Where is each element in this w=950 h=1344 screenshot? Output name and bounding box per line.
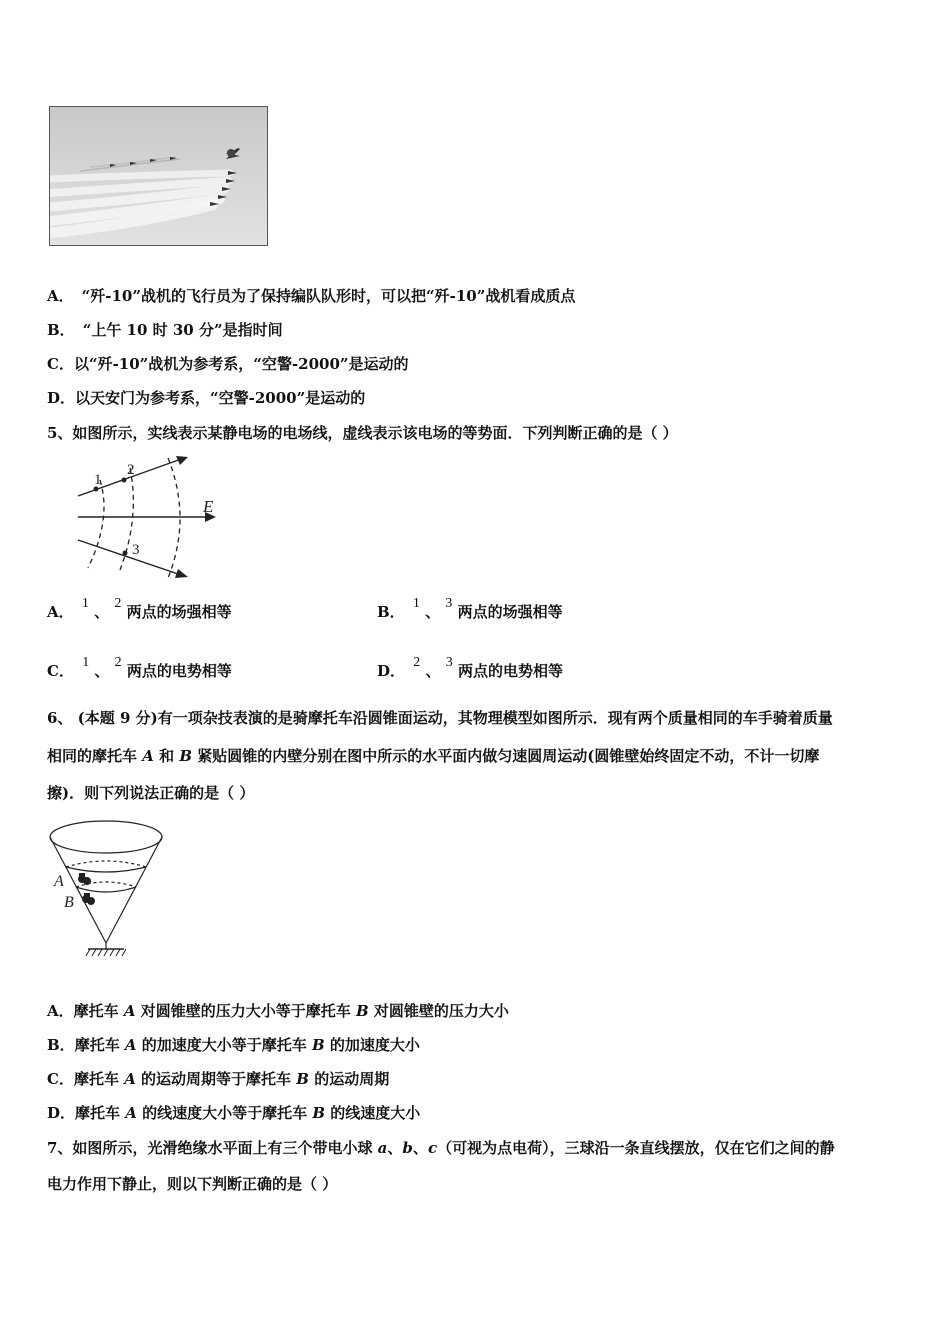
point-1-label: 1	[94, 472, 102, 488]
q5-option-b[interactable]: B． 1 、 3 两点的场强相等	[377, 596, 563, 621]
q7-stem-line2: 电力作用下静止，则以下判断正确的是（ ）	[47, 1175, 338, 1193]
q4-option-c[interactable]: C．以“歼-10”战机为参考系，“空警-2000”是运动的	[47, 355, 409, 373]
q6-stem-line2: 相同的摩托车 A 和 B 紧贴圆锥的内壁分别在图中所示的水平面内做匀速圆周运动(圆锥壁始终固定不动，不计一切摩	[47, 747, 820, 765]
cone-diagram	[46, 815, 176, 965]
rider-a-label: A	[54, 873, 64, 890]
q5-stem: 5、如图所示，实线表示某静电场的电场线，虚线表示该电场的等势面．下列判断正确的是（ ）	[47, 424, 678, 442]
electric-field-diagram	[70, 450, 230, 585]
q6-cone-figure	[46, 815, 176, 969]
point-3-label: 3	[132, 542, 140, 558]
q4-option-a[interactable]: A． “歼-10”战机的飞行员为了保持编队队形时，可以把“歼-10”战机看成质点	[47, 287, 576, 305]
rider-b-label: B	[64, 894, 74, 911]
q4-option-b[interactable]: B． “上午 10 时 30 分”是指时间	[47, 321, 283, 339]
q6-option-d[interactable]: D．摩托车 A 的线速度大小等于摩托车 B 的线速度大小	[47, 1104, 421, 1122]
q5-option-a[interactable]: A． 1 、 2 两点的场强相等	[47, 596, 232, 621]
q5-option-c[interactable]: C． 1 、 2 两点的电势相等	[47, 655, 232, 680]
q6-option-a[interactable]: A．摩托车 A 对圆锥壁的压力大小等于摩托车 B 对圆锥壁的压力大小	[47, 1002, 509, 1020]
point-2-label: 2	[127, 462, 135, 478]
q6-stem-line3: 擦)．则下列说法正确的是（ ）	[47, 784, 255, 802]
jet-formation-image	[50, 107, 268, 246]
q6-option-c[interactable]: C．摩托车 A 的运动周期等于摩托车 B 的运动周期	[47, 1070, 390, 1088]
q7-stem-line1: 7、如图所示，光滑绝缘水平面上有三个带电小球 a、b、c（可视为点电荷），三球沿一条直线摆放，仅在它们之间的静	[47, 1139, 835, 1157]
q6-option-b[interactable]: B．摩托车 A 的加速度大小等于摩托车 B 的加速度大小	[47, 1036, 420, 1054]
q4-option-d[interactable]: D．以天安门为参考系，“空警-2000”是运动的	[47, 389, 366, 407]
jet-formation-photo	[49, 106, 268, 246]
q5-field-figure	[70, 450, 230, 589]
q6-stem-line1: 6、 (本题 9 分)有一项杂技表演的是骑摩托车沿圆锥面运动，其物理模型如图所示．现有两个质量相同的车手骑着质量	[47, 709, 833, 727]
field-e-label: E	[203, 497, 214, 516]
q5-option-d[interactable]: D． 2 、 3 两点的电势相等	[377, 655, 563, 680]
